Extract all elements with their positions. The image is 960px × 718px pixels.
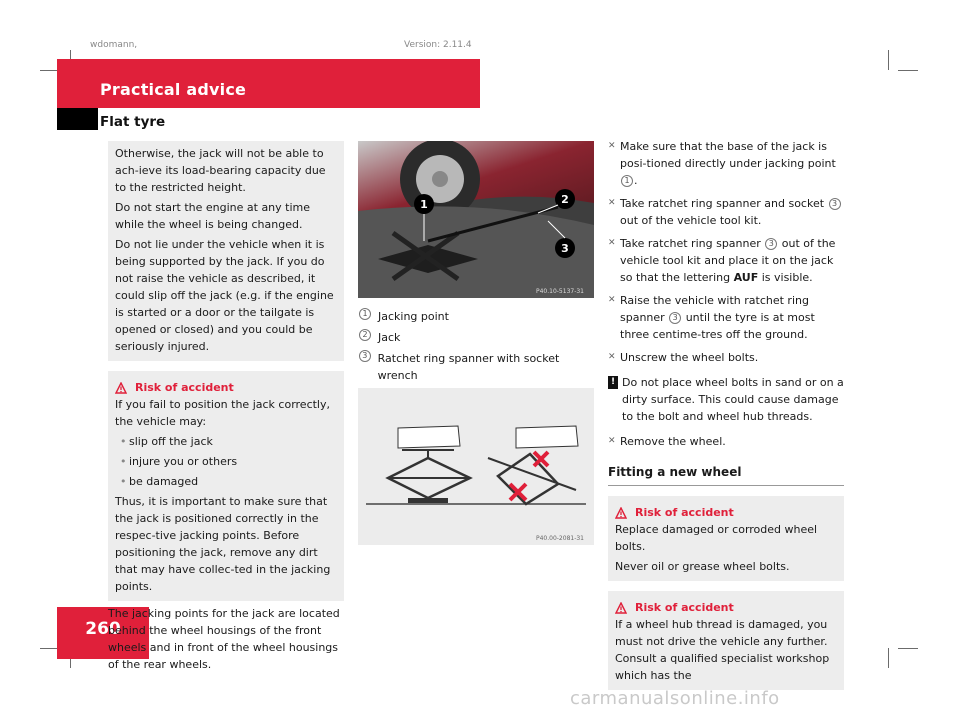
- step-arrow-icon: ✕: [608, 198, 616, 208]
- legend-number: 3: [359, 350, 371, 362]
- step-callout: 3: [669, 312, 681, 324]
- lettering-auf: AUF: [733, 271, 759, 284]
- step-item: [608, 138, 844, 189]
- warning-title: Risk of accident: [135, 381, 234, 394]
- warning-title: Risk of accident: [635, 506, 734, 519]
- warning-intro: If you fail to position the jack correctly, the vehicle may:: [115, 398, 330, 428]
- box-paragraph: Do not lie under the vehicle when it is being supported by the jack. If you do not raise the vehicle as described, it could slip off the jack (e.g. if the engine is started or a door or the tailgate is opened or closed) and you could be seriously injured.: [115, 238, 334, 353]
- step-item: [608, 433, 844, 450]
- warning-text: Never oil or grease wheel bolts.: [615, 560, 790, 573]
- legend-text: Jacking point: [378, 310, 449, 323]
- warning-box: [608, 591, 844, 690]
- legend-text: Jack: [378, 331, 401, 344]
- step-text: Take ratchet ring spanner and socket: [620, 197, 825, 210]
- photo-callout-1: 1: [420, 198, 428, 211]
- meta-author: wdomann,: [90, 40, 138, 49]
- step-callout: 3: [829, 198, 841, 210]
- watermark: carmanualsonline.info: [570, 688, 780, 709]
- legend-item: [358, 329, 594, 346]
- step-arrow-icon: ✕: [608, 352, 616, 362]
- warning-bullet: • be damaged: [115, 473, 338, 490]
- step-text: Raise the vehicle with ratchet ring spanner: [620, 294, 809, 324]
- step-text: Make sure that the base of the jack is posi-tioned directly under jacking point: [620, 140, 836, 170]
- step-text: Unscrew the wheel bolts.: [620, 351, 759, 364]
- crop-mark: [888, 648, 889, 668]
- notice-text: Do not place wheel bolts in sand or on a dirty surface. This could cause damage to the bolt and wheel hub threads.: [622, 376, 844, 423]
- photo-code: P40.10-5137-31: [535, 288, 584, 295]
- crop-mark: [898, 70, 918, 71]
- step-item: [608, 195, 844, 229]
- photo-callout-2: 2: [561, 193, 569, 206]
- warning-heading: [615, 599, 838, 616]
- diagram-code: P40.00-2081-31: [535, 535, 584, 542]
- legend-number: 1: [359, 308, 371, 320]
- warning-heading: [615, 504, 838, 521]
- box-paragraph: Do not start the engine at any time while the wheel is being changed.: [115, 201, 311, 231]
- notice-icon: !: [608, 376, 618, 389]
- step-text: Remove the wheel.: [620, 435, 726, 448]
- warning-text: Replace damaged or corroded wheel bolts.: [615, 523, 818, 553]
- legend-text: Ratchet ring spanner with socket wrench: [377, 352, 560, 382]
- subheading: Fitting a new wheel: [608, 464, 844, 486]
- section-title: Flat tyre: [100, 114, 166, 130]
- jack-photo: [358, 141, 594, 298]
- legend-item: [358, 308, 594, 325]
- chapter-title: Practical advice: [100, 80, 247, 99]
- step-item: [608, 292, 844, 343]
- step-text: .: [634, 174, 638, 187]
- step-text: is visible.: [761, 271, 813, 284]
- warning-triangle-icon: [115, 382, 127, 394]
- page-number: 260: [85, 619, 121, 639]
- jack-position-diagram: [358, 388, 594, 545]
- step-text: out of the vehicle tool kit and place it on the jack so that the lettering: [620, 237, 836, 284]
- jacking-points-paragraph: The jacking points for the jack are located behind the wheel housings of the front wheels and in front of the wheel housings of the rear wheels.: [108, 607, 340, 671]
- step-arrow-icon: ✕: [608, 436, 616, 446]
- left-column: [108, 141, 344, 673]
- photo-callout-3: 3: [561, 242, 569, 255]
- box-paragraph: Otherwise, the jack will not be able to ach-ieve its load-bearing capacity due to the restricted height.: [115, 147, 326, 194]
- section-tab: [57, 108, 98, 130]
- step-text: out of the vehicle tool kit.: [620, 214, 762, 227]
- legend-item: [358, 350, 594, 384]
- warning-outro: Thus, it is important to make sure that the jack is positioned correctly in the respec-tive jacking points. Before positioning the jack, remove any dirt that may have collec-ted in the jacking points.: [115, 495, 331, 593]
- caution-box: [108, 141, 344, 361]
- step-arrow-icon: ✕: [608, 238, 616, 248]
- step-item: [608, 235, 844, 286]
- warning-title: Risk of accident: [635, 601, 734, 614]
- warning-triangle-icon: [615, 507, 627, 519]
- notice-item: [608, 374, 844, 425]
- step-arrow-icon: ✕: [608, 295, 616, 305]
- meta-version: Version: 2.11.4: [404, 40, 472, 49]
- step-text: until the tyre is at most three centime-tres off the ground.: [620, 311, 815, 341]
- step-callout: 1: [621, 175, 633, 187]
- warning-heading: [115, 379, 338, 396]
- legend-number: 2: [359, 329, 371, 341]
- step-text: Take ratchet ring spanner: [620, 237, 761, 250]
- crop-mark: [888, 50, 889, 70]
- warning-text: If a wheel hub thread is damaged, you must not drive the vehicle any further. Consult a qualified specialist workshop which has the: [615, 618, 830, 682]
- step-arrow-icon: ✕: [608, 141, 616, 151]
- warning-box: [608, 496, 844, 581]
- warning-box: [108, 371, 344, 601]
- warning-bullet: • slip off the jack: [115, 433, 338, 450]
- warning-bullet: • injure you or others: [115, 453, 338, 470]
- crop-mark: [898, 648, 918, 649]
- warning-triangle-icon: [615, 602, 627, 614]
- step-callout: 3: [765, 238, 777, 250]
- right-column: [608, 132, 844, 690]
- step-item: [608, 349, 844, 366]
